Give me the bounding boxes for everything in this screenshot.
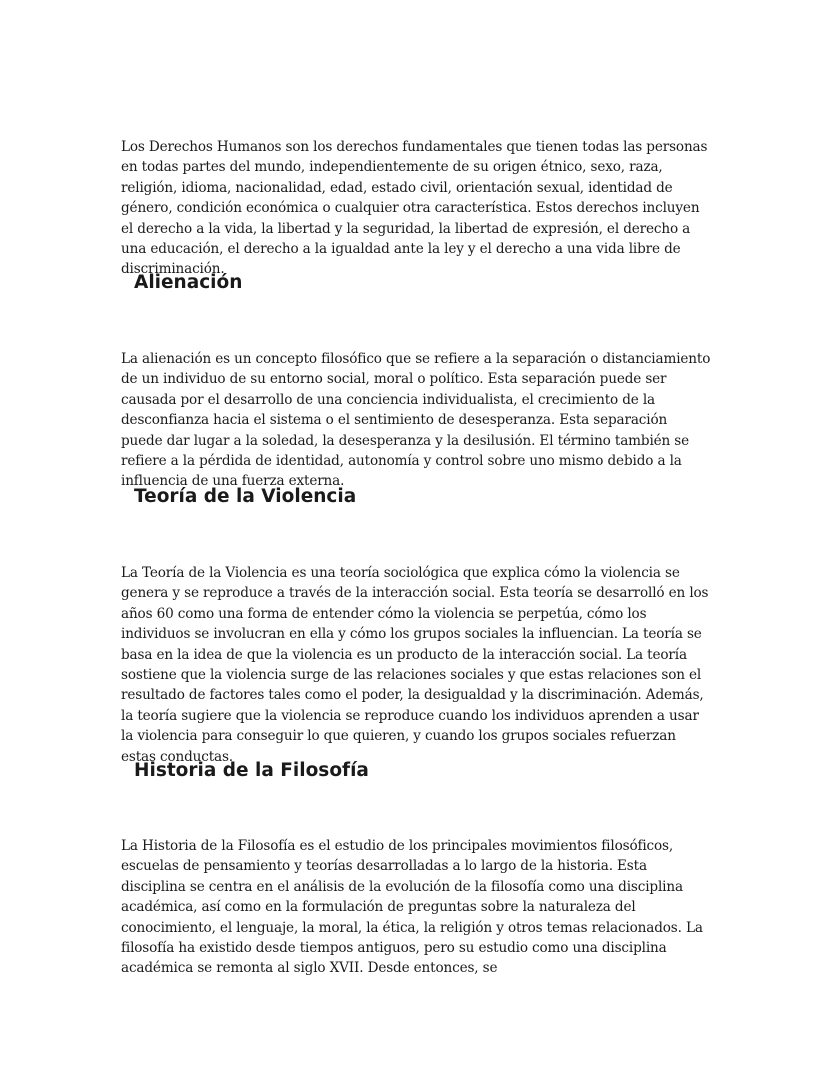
section-body-historia-filosofia: La Historia de la Filosofía es el estudio de los principales movimientos filosóficos, escuelas de pensamiento y teorías desarrolladas a lo largo de la historia. Esta disciplina se centra en el análisis de la evolución de la filosofía como una disciplina académica, así como en la formulación de preguntas sobre la naturaleza del conocimiento, el lenguaje, la moral, la ética, la religión y otros temas relacionados. La filosofía ha existido desde tiempos antiguos, pero su estudio como una disciplina académica se remonta al siglo XVII. Desde entonces, se — [121, 838, 703, 977]
intro-paragraph: Los Derechos Humanos son los derechos fundamentales que tienen todas las personas en todas partes del mundo, independientemente de su origen étnico, sexo, raza, religión, idioma, nacionalidad, edad, estado civil, orientación sexual, identidad de género, condición económica o cualquier otra característica. Estos derechos incluyen el derecho a la vida, la libertad y la seguridad, la libertad de expresión, el derecho a una educación, el derecho a la igualdad ante la ley y el derecho a una vida libre de discriminación. — [121, 139, 708, 278]
section-heading-teoria-violencia: Teoría de la Violencia — [134, 486, 357, 507]
section-heading-alienacion: Alienación — [134, 272, 243, 293]
section-body-alienacion: La alienación es un concepto filosófico que se refiere a la separación o distanciamiento de un individuo de su entorno social, moral o político. Esta separación puede ser causada por el desarrollo de una conciencia individualista, el crecimiento de la desconfianza hacia el sistema o el sentimiento de desesperanza. Esta separación puede dar lugar a la soledad, la desesperanza y la desilusión. El término también se refiere a la pérdida de identidad, autonomía y control sobre uno mismo debido a la influencia de una fuerza externa. — [121, 351, 711, 490]
section-heading-historia-filosofia: Historia de la Filosofía — [134, 760, 369, 781]
section-body-teoria-violencia: La Teoría de la Violencia es una teoría sociológica que explica cómo la violencia se genera y se reproduce a través de la interacción social. Esta teoría se desarrolló en los años 60 como una forma de entender cómo la violencia se perpetúa, cómo los individuos se involucran en ella y cómo los grupos sociales la influencian. La teoría se basa en la idea de que la violencia es un producto de la interacción social. La teoría sostiene que la violencia surge de las relaciones sociales y que estas relaciones son el resultado de factores tales como el poder, la desigualdad y la discriminación. Además, la teoría sugiere que la violencia se reproduce cuando los individuos aprenden a usar la violencia para conseguir lo que quieren, y cuando los grupos sociales refuerzan estas conductas. — [121, 565, 709, 765]
